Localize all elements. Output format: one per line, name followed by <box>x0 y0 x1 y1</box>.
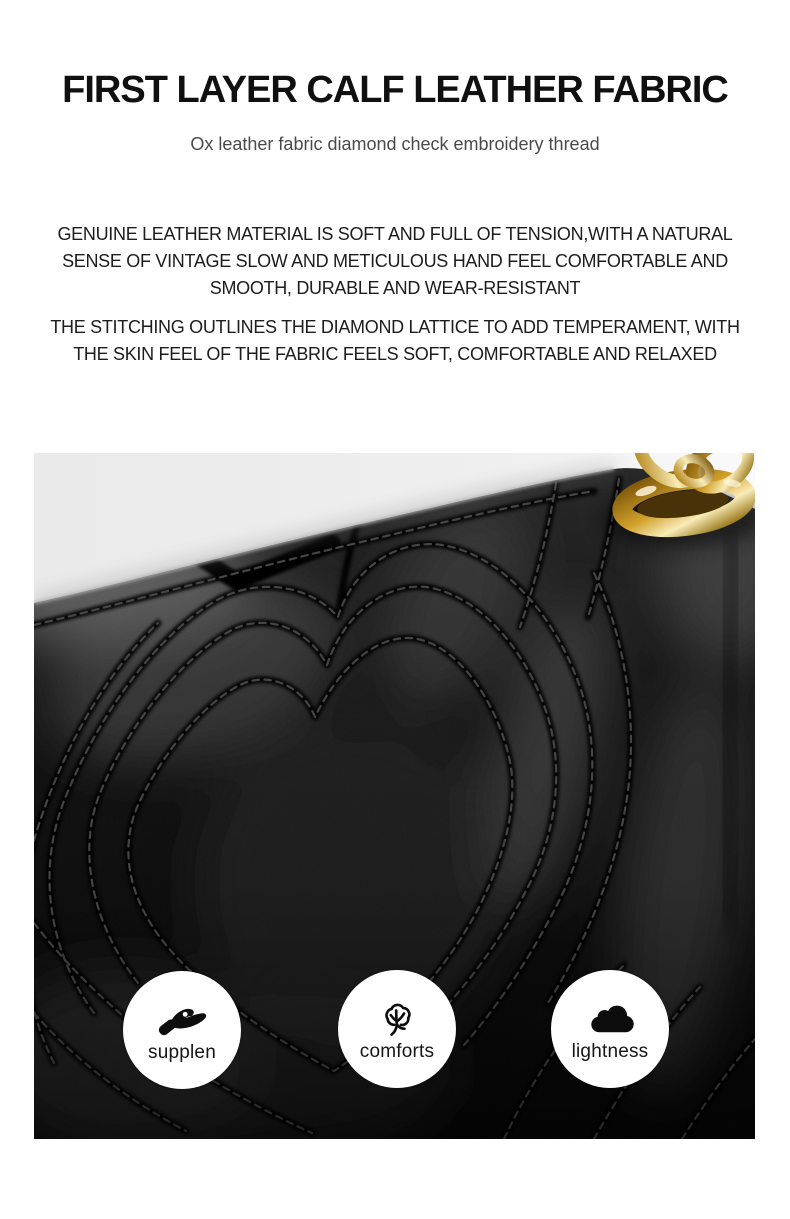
feature-badge-label: comforts <box>359 1040 435 1062</box>
description-line: THE STITCHING OUTLINES THE DIAMOND LATTICE TO ADD TEMPERAMENT, WITH <box>50 317 740 337</box>
cotton-icon <box>372 998 422 1040</box>
cloud-icon <box>585 998 635 1040</box>
feature-badge-supple <box>123 971 241 1089</box>
feature-badge-label: lightness <box>571 1040 649 1062</box>
description-line: THE SKIN FEEL OF THE FABRIC FEELS SOFT, COMFORTABLE AND RELAXED <box>73 344 717 364</box>
page-subtitle: Ox leather fabric diamond check embroidery thread <box>190 134 600 154</box>
feature-badge-light <box>551 970 669 1088</box>
page-title: FIRST LAYER CALF LEATHER FABRIC <box>62 69 728 111</box>
feature-badge-label: supplen <box>148 1041 216 1063</box>
description-paragraph-1 <box>40 221 750 302</box>
product-photo <box>34 453 755 1139</box>
hand-icon <box>157 999 207 1041</box>
description-paragraph-2 <box>40 314 750 368</box>
description-line: SMOOTH, DURABLE AND WEAR-RESISTANT <box>209 278 581 298</box>
feature-badge-comfort <box>338 970 456 1088</box>
description-line: SENSE OF VINTAGE SLOW AND METICULOUS HAND FEEL COMFORTABLE AND <box>62 251 728 271</box>
description-line: GENUINE LEATHER MATERIAL IS SOFT AND FULL OF TENSION,WITH A NATURAL <box>57 224 733 244</box>
